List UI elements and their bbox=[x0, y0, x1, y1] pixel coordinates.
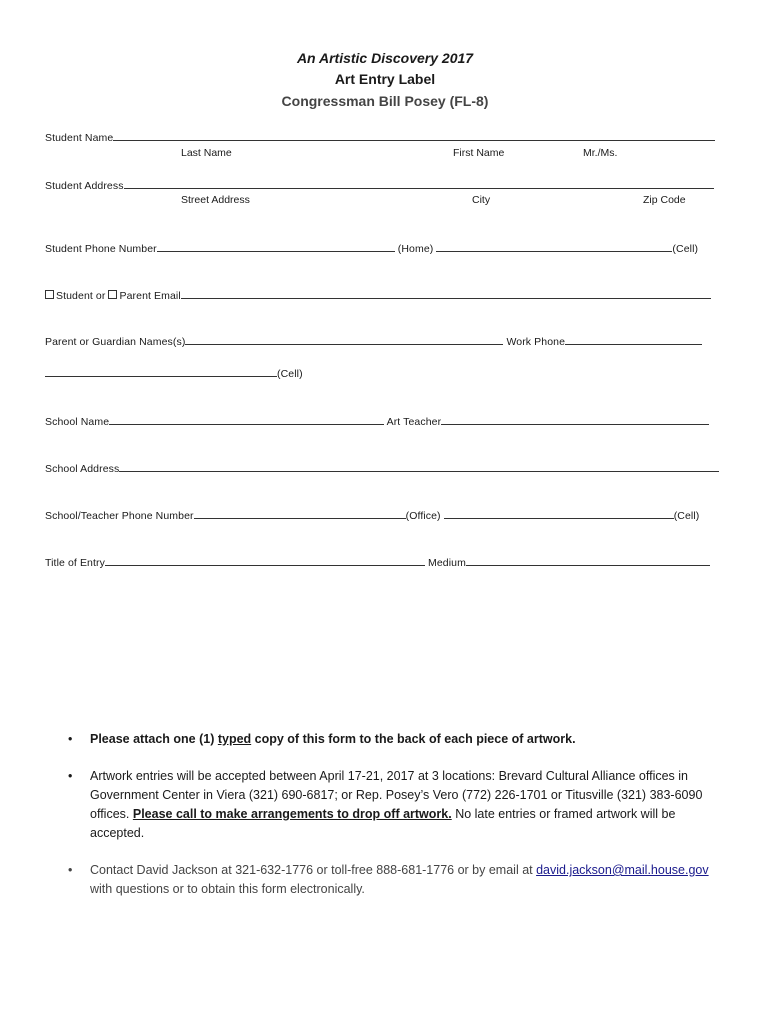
student-phone-label: Student Phone Number bbox=[45, 243, 157, 255]
bullet-icon: • bbox=[68, 863, 73, 877]
home-phone-field[interactable] bbox=[157, 241, 395, 252]
email-link[interactable]: david.jackson@mail.house.gov bbox=[536, 863, 709, 877]
parent-names-label: Parent or Guardian Names(s) bbox=[45, 336, 186, 348]
form-title: An Artistic Discovery 2017 bbox=[296, 50, 474, 66]
title-of-entry-label: Title of Entry bbox=[45, 557, 105, 569]
art-teacher-field[interactable] bbox=[441, 414, 709, 425]
student-option-label: Student or bbox=[56, 290, 106, 302]
school-phone-label: School/Teacher Phone Number bbox=[45, 510, 194, 522]
parent-cell-field[interactable] bbox=[45, 366, 277, 377]
student-address-label: Student Address bbox=[45, 180, 124, 192]
student-phone-row bbox=[45, 241, 698, 255]
medium-label: Medium bbox=[427, 557, 466, 569]
title-of-entry-field[interactable] bbox=[105, 555, 425, 566]
cell-label: (Cell) bbox=[672, 243, 699, 255]
student-address-field[interactable] bbox=[124, 178, 714, 189]
parent-cell-label: (Cell) bbox=[277, 368, 303, 380]
school-address-row bbox=[45, 461, 719, 475]
school-cell-label: (Cell) bbox=[673, 510, 700, 522]
email-field[interactable] bbox=[181, 288, 711, 299]
bullet-icon: • bbox=[68, 732, 73, 746]
salutation-caption: Mr./Ms. bbox=[583, 147, 618, 159]
home-label: (Home) bbox=[397, 243, 434, 255]
art-teacher-label: Art Teacher bbox=[386, 416, 442, 428]
instruction-dates: • Artwork entries will be accepted between April 17-21, 2017 at 3 locations: Brevard Cultural Alliance offices in Government Center in Viera (321) 690-6817; or Rep. Posey’s Vero (772) 226-1701 or Titusville (321) 383-6090 offices. Please call to make arrangements to drop off artwork. No late entries or framed artwork will be accepted. bbox=[68, 769, 703, 840]
parent-names-row bbox=[45, 334, 702, 348]
instructions-list bbox=[68, 730, 718, 917]
cell-phone-field[interactable] bbox=[436, 241, 672, 252]
office-label: (Office) bbox=[405, 510, 441, 522]
parent-email-label: Parent Email bbox=[119, 290, 181, 302]
office-phone-field[interactable] bbox=[194, 508, 406, 519]
student-name-label: Student Name bbox=[45, 132, 114, 144]
work-phone-field[interactable] bbox=[565, 334, 702, 345]
city-caption: City bbox=[472, 194, 491, 206]
instruction-contact: • Contact David Jackson at 321-632-1776 or toll-free 888-681-1776 or by email at david.jackson@mail.house.gov with questions or to obtain this form electronically. bbox=[68, 863, 709, 896]
school-cell-field[interactable] bbox=[444, 508, 674, 519]
school-phone-row bbox=[45, 508, 699, 522]
school-name-label: School Name bbox=[45, 416, 110, 428]
entry-title-row bbox=[45, 555, 710, 569]
first-name-caption: First Name bbox=[453, 147, 505, 159]
school-address-field[interactable] bbox=[119, 461, 719, 472]
street-address-caption: Street Address bbox=[181, 194, 250, 206]
student-checkbox[interactable] bbox=[45, 290, 54, 299]
parent-names-field[interactable] bbox=[185, 334, 503, 345]
school-name-row bbox=[45, 414, 709, 428]
parent-cell-row bbox=[45, 366, 303, 380]
last-name-caption: Last Name bbox=[181, 147, 232, 159]
congressman-name: Congressman Bill Posey (FL-8) bbox=[281, 93, 489, 109]
work-phone-label: Work Phone bbox=[506, 336, 566, 348]
school-address-label: School Address bbox=[45, 463, 120, 475]
email-row bbox=[45, 288, 711, 302]
instruction-attach: • Please attach one (1) typed copy of this form to the back of each piece of artwork. bbox=[68, 730, 718, 749]
zip-code-caption: Zip Code bbox=[643, 194, 686, 206]
student-name-row bbox=[45, 130, 715, 144]
bullet-icon: • bbox=[68, 769, 73, 783]
medium-field[interactable] bbox=[466, 555, 710, 566]
student-name-field[interactable] bbox=[113, 130, 715, 141]
form-subtitle: Art Entry Label bbox=[334, 71, 436, 87]
student-address-row bbox=[45, 178, 714, 192]
parent-checkbox[interactable] bbox=[108, 290, 117, 299]
school-name-field[interactable] bbox=[109, 414, 384, 425]
